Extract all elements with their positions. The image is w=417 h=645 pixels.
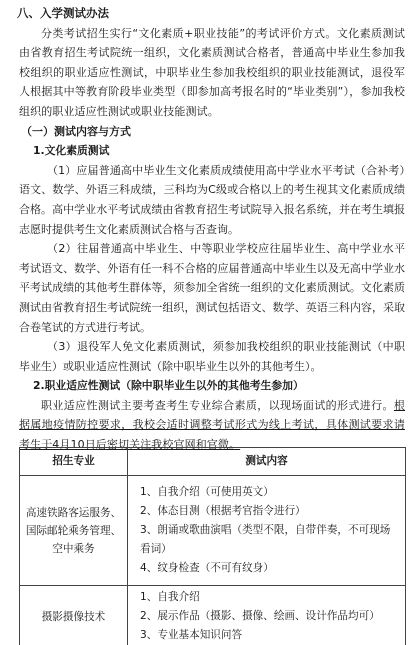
test-item: 1、自我介绍（可使用英文） bbox=[140, 486, 274, 498]
table-row bbox=[20, 476, 406, 586]
header-major: 招生专业 bbox=[20, 448, 128, 476]
test-item: 1、自我介绍 bbox=[140, 591, 200, 603]
test-item: 3、朗诵或歌曲演唱（类型不限，自带伴奏，不可现场看词） bbox=[140, 524, 391, 555]
table-header-row bbox=[20, 448, 406, 476]
section-title: 八、入学测试办法 bbox=[17, 6, 109, 20]
vocational-underlined-notice: 根据属地疫情防控要求，我校会适时调整考试形式为线上考试，具体测试要求请考生于4月10日后密切关注我校官网和官微。 bbox=[19, 398, 405, 452]
test-item: 2、展示作品（摄影、摄像、绘画、设计作品均可） bbox=[140, 610, 380, 622]
major-cell: 高速铁路客运服务、国际邮轮乘务管理、空中乘务 bbox=[20, 476, 128, 586]
vocational-test-title: 2.职业适应性测试（除中职毕业生以外的其他考生参加） bbox=[33, 379, 304, 393]
vocational-paragraph bbox=[19, 396, 405, 455]
intro-paragraph: 分类考试招生实行“文化素质+职业技能”的考试评价方式。文化素质测试由省教育招生考试院统一组织，文化素质测试合格者，普通高中毕业生参加我校组织的职业适应性测试，中职毕业生参加我校组织的职业技能测试，退役军人根据其中等教育阶段毕业类型（即参加高考报名时的“毕业类别”），参加我校组织的职业适应性测试或职业技能测试。 bbox=[19, 26, 405, 118]
test-content-table bbox=[19, 447, 406, 645]
culture-paragraph-3: （3）退役军人免文化素质测试，须参加我校组织的职业技能测试（中职毕业生）或职业适应性测试（除中职毕业生以外的其他考生）。 bbox=[19, 340, 405, 373]
test-item: 2、体态目测（根据考官指令进行） bbox=[140, 505, 306, 517]
test-item: 4、纹身检查（不可有纹身） bbox=[140, 562, 274, 574]
culture-paragraph-1: （1）应届普通高中毕业生文化素质成绩使用高中学业水平考试（合补考）语文、数学、外语三科成绩，三科均为C级或合格以上的考生视其文化素质成绩合格。高中学业水平考试成绩由省教育招生考试院导入报名系统，并在考生填报志愿时提供考生文化素质测试合格与否查询。 bbox=[19, 163, 405, 236]
content-cell bbox=[128, 586, 406, 645]
table-row bbox=[20, 586, 406, 645]
vocational-text: 职业适应性测试主要考查考生专业综合素质，以现场面试的形式进行。 bbox=[41, 398, 394, 412]
content-cell bbox=[128, 476, 406, 586]
culture-paragraph-2: （2）往届普通高中毕业生、中等职业学校应往届毕业生、高中学业水平考试语文、数学、外语有任一科不合格的应届普通高中毕业生以及无高中学业水平考试成绩的其他考生群体等，须参加全省统一组织的文化素质测试。文化素质测试由省教育招生考试院统一组织，测试包括语文、数学、英语三科内容，采取合卷笔试的方式进行考试。 bbox=[19, 242, 405, 334]
header-content: 测试内容 bbox=[128, 448, 406, 476]
culture-test-title: 1.文化素质测试 bbox=[33, 144, 110, 158]
major-cell: 摄影摄像技术 bbox=[20, 586, 128, 645]
test-item: 3、专业基本知识问答 bbox=[140, 629, 243, 641]
subsection-title: （一）测试内容与方式 bbox=[21, 124, 131, 138]
